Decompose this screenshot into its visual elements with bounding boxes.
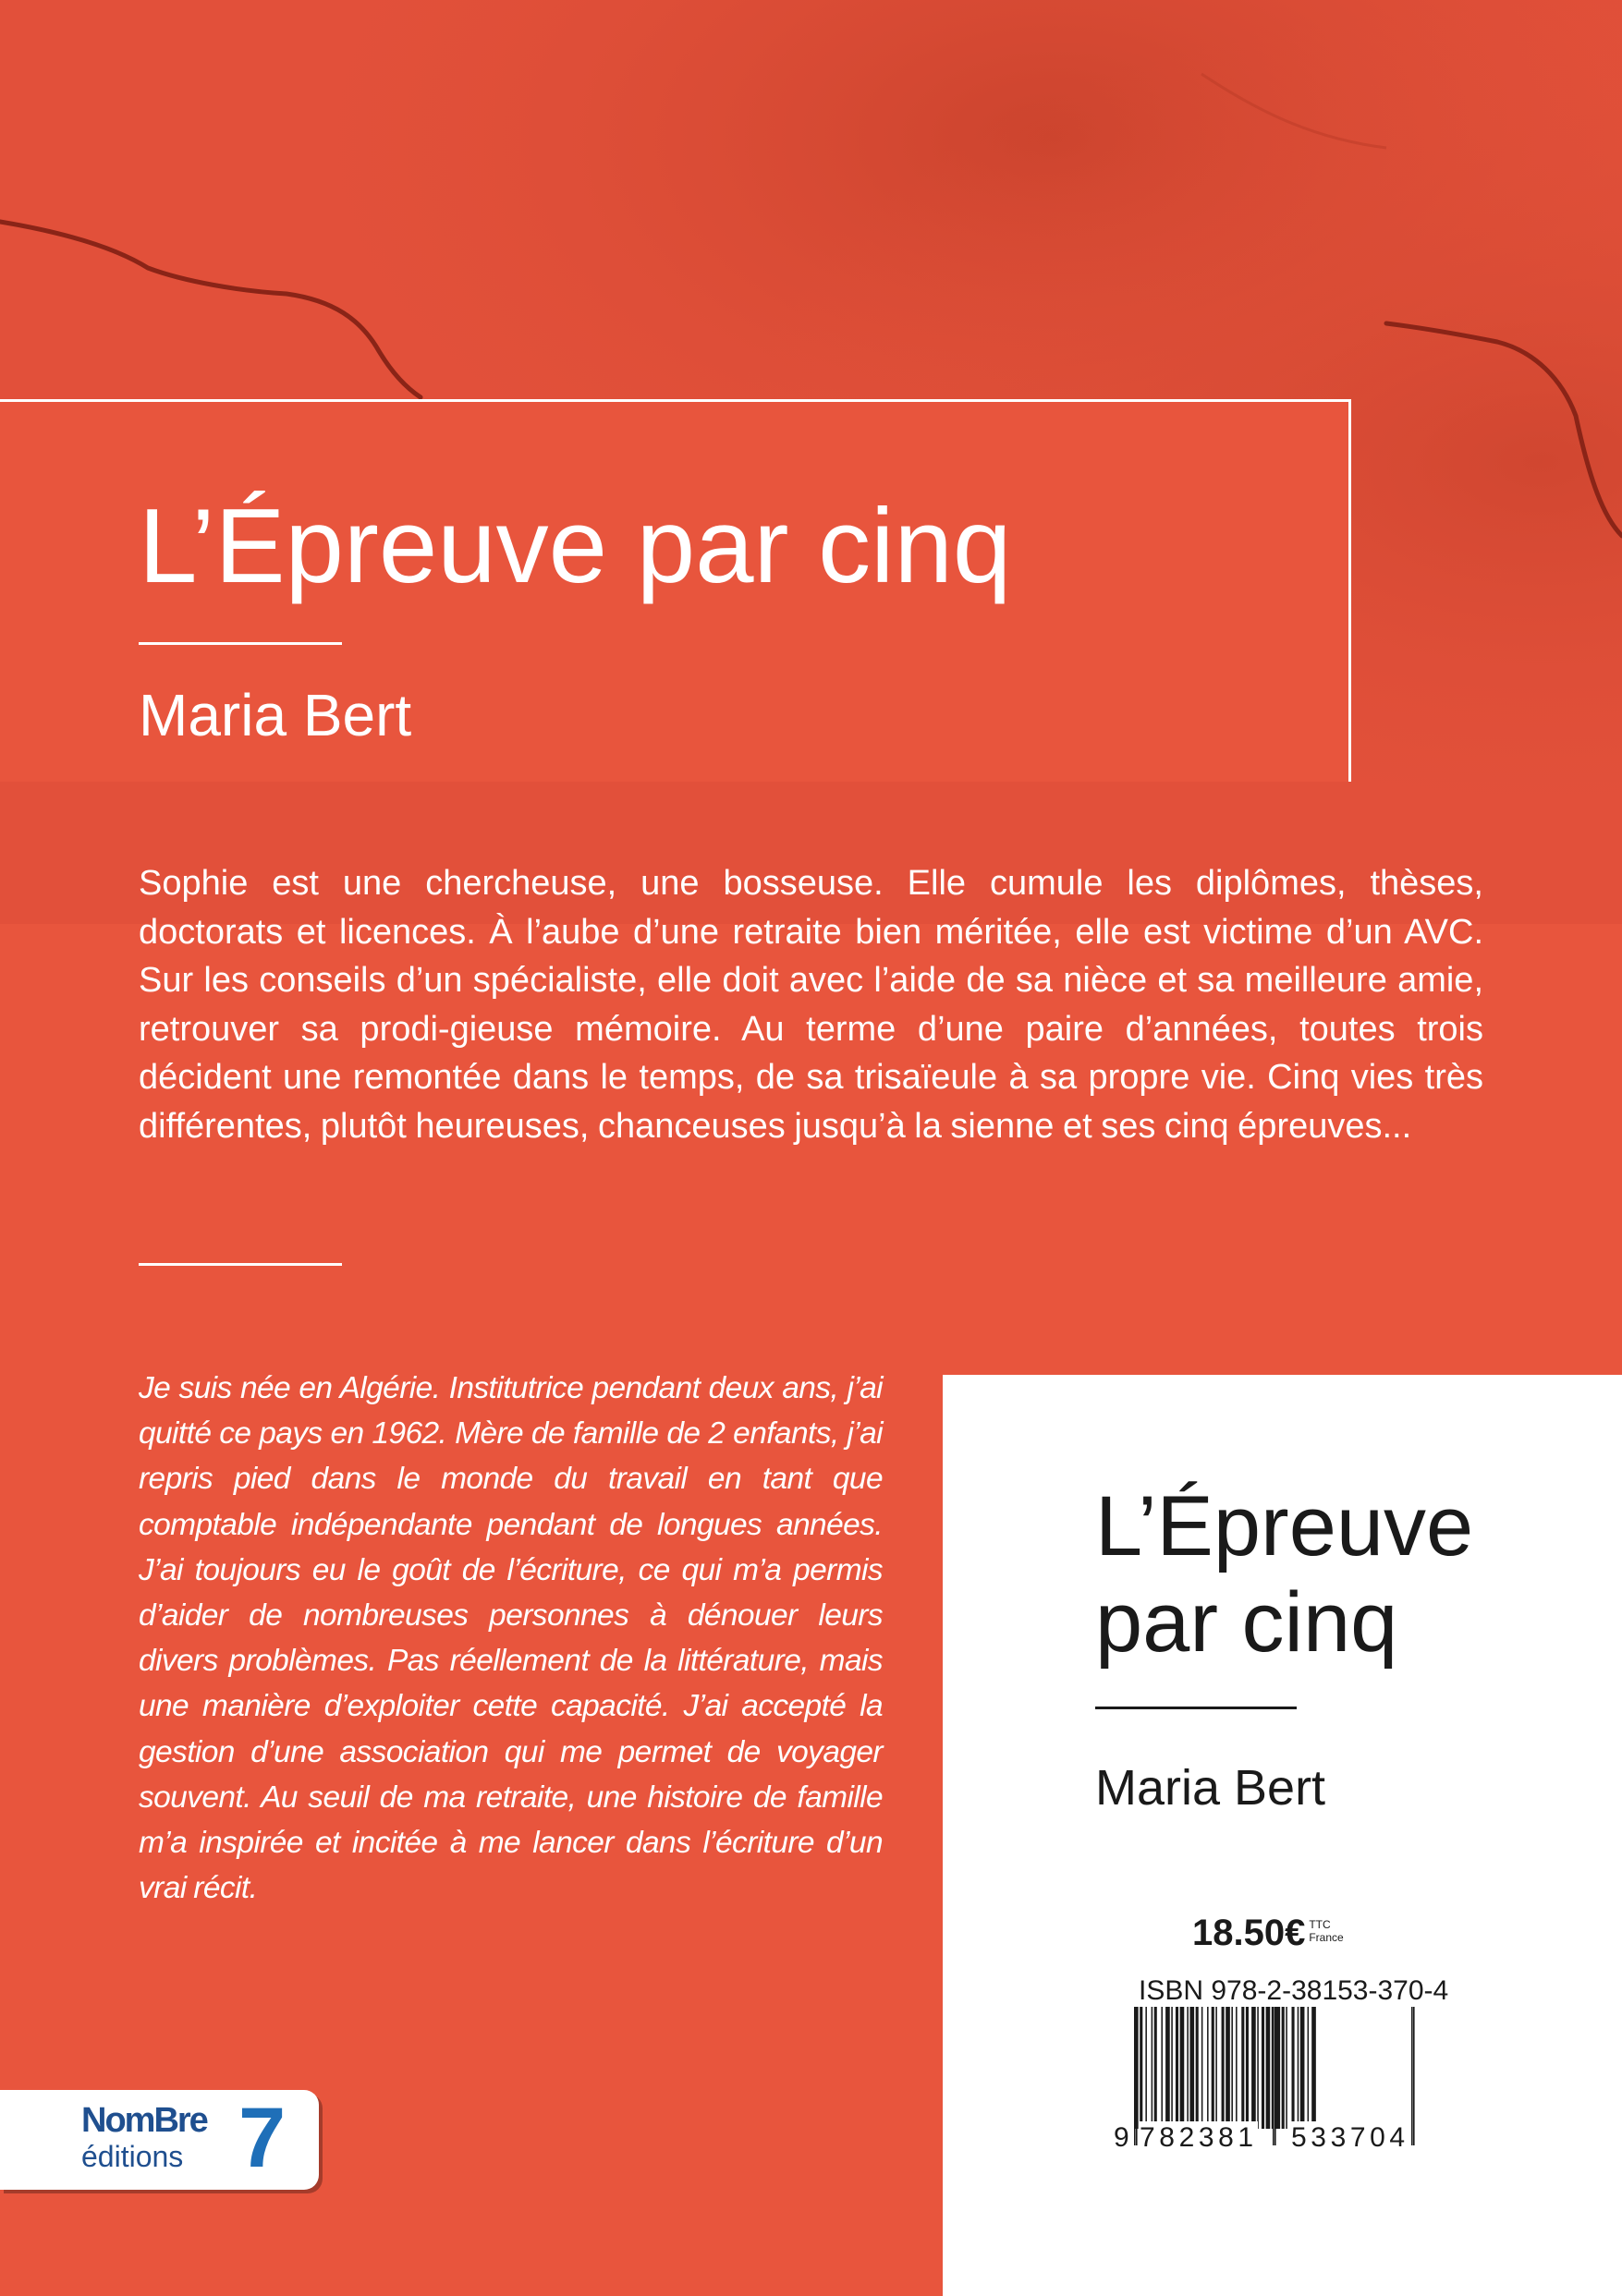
title-divider xyxy=(139,642,342,645)
barcode-bar xyxy=(1241,2007,1244,2129)
barcode-bar xyxy=(1201,2007,1203,2129)
barcode-bar xyxy=(1292,2007,1295,2129)
barcode-bar xyxy=(1251,2007,1256,2129)
barcode-bar xyxy=(1140,2007,1142,2129)
barcode-bar xyxy=(1196,2007,1199,2129)
barcode-bar xyxy=(1246,2007,1249,2129)
panel-title xyxy=(1095,1478,1473,1670)
barcode-bar xyxy=(1222,2007,1225,2129)
barcode-bar xyxy=(1275,2007,1280,2129)
barcode-bar xyxy=(1145,2007,1147,2129)
isbn-label: ISBN 978-2-38153-370-4 xyxy=(1139,1975,1449,2006)
book-title: L’Épreuve par cinq xyxy=(139,488,1012,605)
author-biography: Je suis née en Algérie. Institutrice pendant deux ans, j’ai quitté ce pays en 1962. Mère de famille de 2 enfants, j’ai repris pied dans le monde du travail en tant que comptable indépendante pendant de longues années. J’ai toujours eu le goût de l’écriture, ce qui m’a permis d’aider de nombreuses personnes à dénouer leurs divers problèmes. Pas réellement de la littérature, mais une manière d’exploiter cette capacité. J’ai accepté la gestion d’une association qui me permet de voyager souvent. Au seuil de ma retraite, une histoire de famille m’a inspirée et incitée à me lancer dans l’écriture d’un vrai récit. xyxy=(139,1371,883,1906)
barcode-bar xyxy=(1187,2007,1189,2129)
price-note xyxy=(1309,1918,1343,1944)
publisher-numeral: 7 xyxy=(238,2091,287,2185)
barcode-bar xyxy=(1262,2007,1264,2129)
barcode-bar xyxy=(1266,2007,1271,2129)
author-name: Maria Bert xyxy=(139,682,412,748)
barcode-bar xyxy=(1215,2007,1217,2129)
panel-title-line1: L’Épreuve xyxy=(1095,1479,1474,1573)
panel-title-line2: par cinq xyxy=(1095,1575,1398,1670)
barcode-bar xyxy=(1171,2007,1173,2129)
price xyxy=(1192,1913,1344,1953)
price-tax: TTC xyxy=(1309,1918,1331,1931)
price-country: France xyxy=(1309,1931,1344,1944)
barcode-bar xyxy=(1286,2007,1287,2129)
barcode-bar xyxy=(1282,2007,1285,2129)
barcode-bar xyxy=(1154,2007,1157,2129)
barcode-bar xyxy=(1207,2007,1209,2129)
barcode-bar xyxy=(1189,2007,1194,2129)
barcode-bar xyxy=(1152,2007,1153,2129)
barcode-bar xyxy=(1180,2007,1185,2129)
barcode-bar xyxy=(1212,2007,1214,2129)
panel-author: Maria Bert xyxy=(1095,1760,1326,1816)
barcode-bar xyxy=(1236,2007,1238,2129)
barcode-bar xyxy=(1161,2007,1163,2129)
barcode-bar xyxy=(1231,2007,1233,2129)
publisher-subtitle: éditions xyxy=(81,2140,184,2173)
price-amount: 18.50€ xyxy=(1192,1913,1306,1953)
publisher-logo xyxy=(0,2090,319,2190)
barcode-bar xyxy=(1257,2007,1259,2129)
book-summary: Sophie est une chercheuse, une bosseuse. Elle cumule les diplômes, thèses, doctorats et licences. À l’aube d’une retraite bien méritée, elle est victime d’un AVC. Sur les conseils d’un spécialiste, elle doit avec l’aide de sa nièce et sa meilleure amie, retrouver sa prodi-gieuse mémoire. Au terme d’une paire d’années, toutes trois décident une remontée dans le temps, de sa trisaïeule à sa propre vie. Cinq vies très différentes, plutôt heureuses, chanceuses jusqu’à la sienne et ses cinq épreuves... xyxy=(139,864,1483,1146)
barcode-right-group: 533704 xyxy=(1291,2122,1409,2153)
barcode-left-group: 782381 xyxy=(1140,2122,1258,2153)
panel-divider xyxy=(1095,1707,1297,1709)
barcode-bar xyxy=(1311,2007,1316,2129)
barcode-bar xyxy=(1176,2007,1178,2129)
barcode-bar xyxy=(1300,2007,1305,2129)
barcode-digits xyxy=(1114,2121,1433,2155)
summary-divider xyxy=(139,1263,342,1266)
barcode-first-digit: 9 xyxy=(1114,2122,1134,2153)
barcode-bar xyxy=(1308,2007,1310,2129)
publisher-name: NomBre xyxy=(81,2101,207,2140)
barcode-bar xyxy=(1298,2007,1299,2129)
barcode-bar xyxy=(1226,2007,1230,2129)
barcode-bar xyxy=(1165,2007,1170,2129)
